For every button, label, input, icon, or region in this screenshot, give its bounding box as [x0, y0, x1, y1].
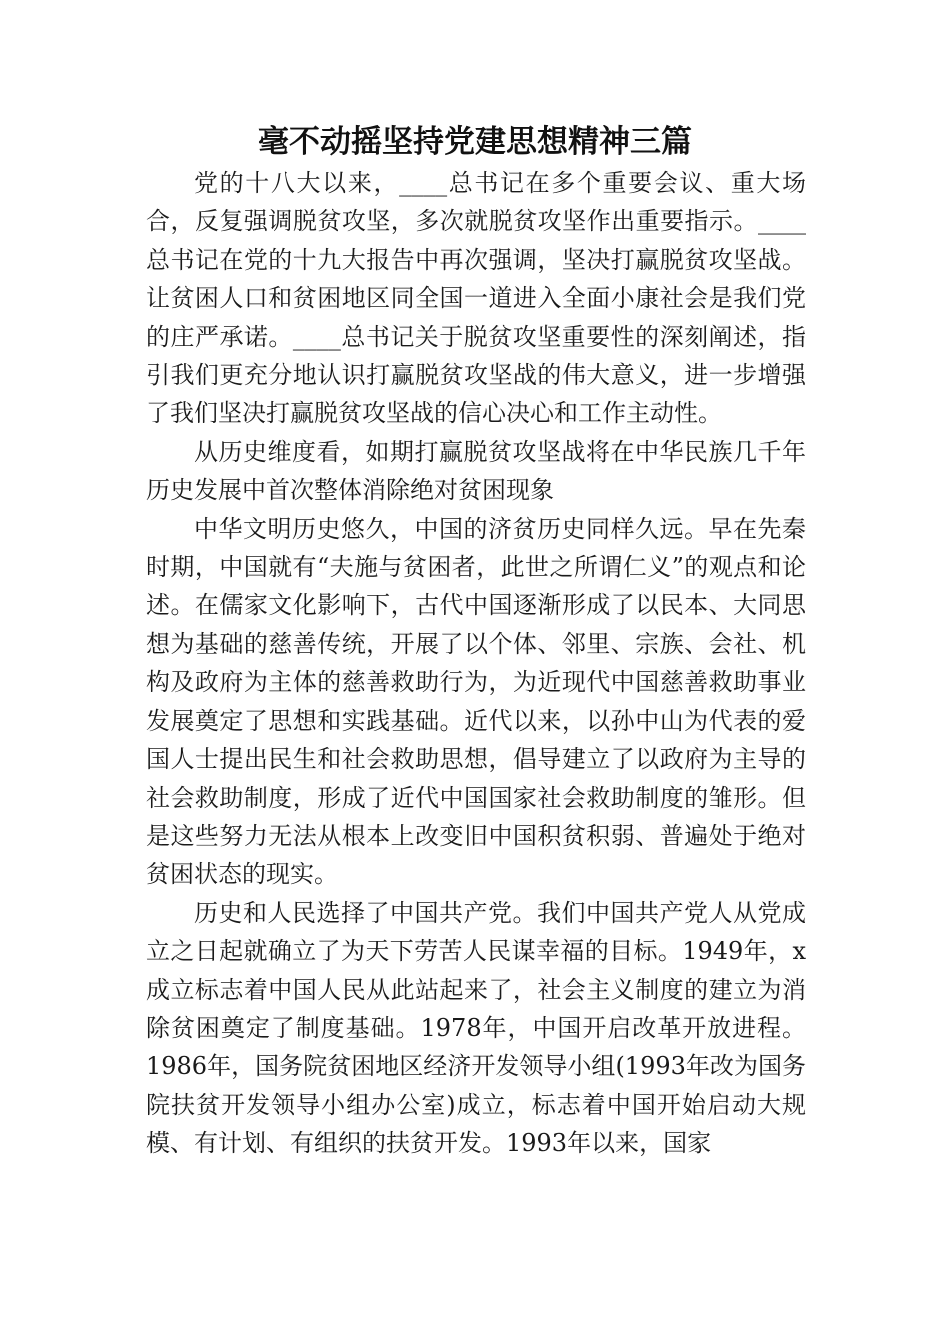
paragraph-4: 历史和人民选择了中国共产党。我们中国共产党人从党成立之日起就确立了为天下劳苦人民谋幸福的目标。1949年，x成立标志着中国人民从此站起来了，社会主义制度的建立为消除贫困奠定了制度基础。1978年，中国开启改革开放进程。1986年，国务院贫困地区经济开发领导小组(1993年改为国务院扶贫开发领导小组办公室)成立，标志着中国开始启动大规模、有计划、有组织的扶贫开发。1993年以来，国家 — [146, 898, 806, 1158]
paragraph-2: 从历史维度看，如期打赢脱贫攻坚战将在中华民族几千年历史发展中首次整体消除绝对贫困现象 — [146, 437, 806, 505]
paragraph-3: 中华文明历史悠久，中国的济贫历史同样久远。早在先秦时期，中国就有“夫施与贫困者，此世之所谓仁义”的观点和论述。在儒家文化影响下，古代中国逐渐形成了以民本、大同思想为基础的慈善传统，开展了以个体、邻里、宗族、会社、机构及政府为主体的慈善救助行为，为近现代中国慈善救助事业发展奠定了思想和实践基础。近代以来，以孙中山为代表的爱国人士提出民生和社会救助思想，倡导建立了以政府为主导的社会救助制度，形成了近代中国国家社会救助制度的雏形。但是这些努力无法从根本上改变旧中国积贫积弱、普遍处于绝对贫困状态的现实。 — [146, 514, 806, 889]
document-title: 毫不动摇坚持党建思想精神三篇 — [258, 124, 692, 160]
document-body — [146, 164, 806, 1163]
paragraph-1: 党的十八大以来，____总书记在多个重要会议、重大场合，反复强调脱贫攻坚，多次就脱贫攻坚作出重要指示。____总书记在党的十九大报告中再次强调，坚决打赢脱贫攻坚战。让贫困人口和贫困地区同全国一道进入全面小康社会是我们党的庄严承诺。____总书记关于脱贫攻坚重要性的深刻阐述，指引我们更充分地认识打赢脱贫攻坚战的伟大意义，进一步增强了我们坚决打赢脱贫攻坚战的信心决心和工作主动性。 — [146, 169, 806, 428]
